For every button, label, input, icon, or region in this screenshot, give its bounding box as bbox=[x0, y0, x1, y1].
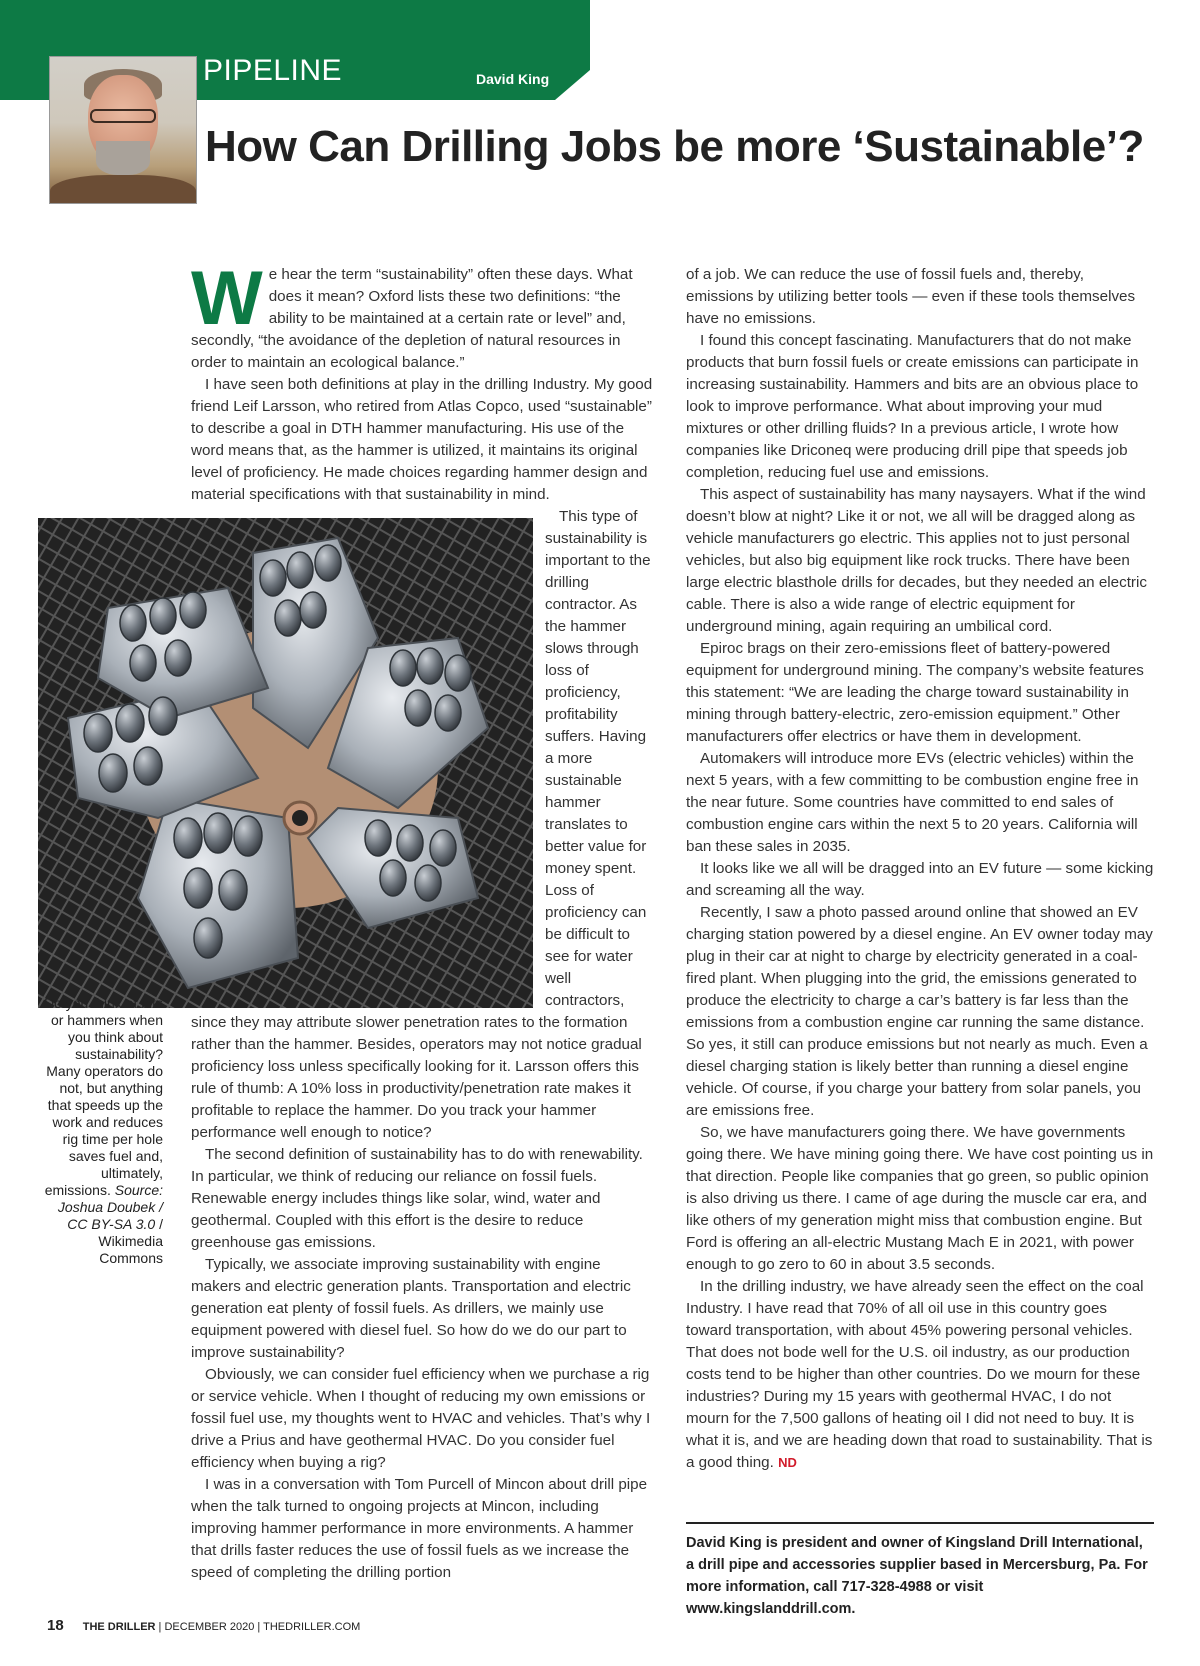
drill-bit-illustration bbox=[38, 518, 533, 1008]
paragraph: This type of sustainability is important to the drilling contractor. As the hammer slows through loss of proficiency, profitability suffers. Having a more sustainable hammer translates to better value for money spent. Loss of proficiency can be difficult to see for water well contractors, since they may attribute slower penetration rates to the formation rather than the hammer. Besides, operators may not notice gradual proficiency loss unless specifically looking for it. Larsson offers this rule of thumb: A 10% loss in productivity/penetration rate makes it profitable to replace the hammer. Do you track your hammer performance well enough to notice? bbox=[191, 508, 651, 1141]
paragraph: I was in a conversation with Tom Purcell of Mincon about drill pipe when the talk turned to ongoing projects at Mincon, including improving hammer performance in more environments. A hammer that drills faster reduces the use of fossil fuels as we increase the speed of completing the drilling portion bbox=[191, 1476, 648, 1581]
paragraph: This aspect of sustainability has many naysayers. What if the wind doesn’t blow at night? Like it or not, we all will be dragged along as vehicle manufacturers go electric. This applies not to just personal vehicles, but also big equipment like rock trucks. There have been large electric blasthole drills for decades, but they needed an electric cable. There is also a wide range of electric equipment for underground mining, again requiring an umbilical cord. bbox=[686, 486, 1147, 635]
drop-cap: W bbox=[191, 256, 263, 341]
paragraph: Automakers will introduce more EVs (electric vehicles) within the next 5 years, with a few committing to be combustion engine free in the near future. Some countries have committed to end sales of combustion engine cars within the next 5 to 20 years. California will ban these sales in 2035. bbox=[686, 750, 1139, 855]
caption-source: Source: Joshua Doubek / CC BY-SA 3.0 bbox=[57, 1182, 163, 1232]
paragraph: In the drilling industry, we have already seen the effect on the coal Industry. I have read that 70% of all oil use in this country goes toward transportation, with about 45% powering personal vehicles. That does not bode well for the U.S. oil industry, as our production costs tend to be higher than other countries. Do we mourn for these industries? During my 15 years with geothermal HVAC, I do not mourn for the 7,500 gallons of heating oil I did not need to buy. It is what it is, and we are heading down that road to sustainability. That is a good thing. bbox=[686, 1278, 1153, 1471]
paragraph-final bbox=[686, 1276, 1154, 1474]
page-footer bbox=[47, 1617, 360, 1634]
caption-text: Do you think of bits or hammers when you think about sustainability? Many operators do not, but anything that speeds up the work and reduces rig time per hole saves fuel and, ultimately, emissions. bbox=[43, 995, 163, 1198]
paragraph: e hear the term “sustainability” often these days. What does it mean? Oxford lists these two definitions: “the ability to be maintained at a certain rate or level” and, secondly, “the avoidance of the depletion of natural resources in order to maintain an ecological balance.” bbox=[191, 266, 633, 371]
author-bio: David King is president and owner of Kingsland Drill International, a drill pipe and accessories supplier based in Mercersburg, Pa. For more information, call 717-328-4988 or visit www.kingslanddrill.com. bbox=[686, 1535, 1148, 1617]
article-column-1 bbox=[191, 256, 654, 1584]
author-name: David King bbox=[476, 71, 550, 87]
issue-date: DECEMBER 2020 bbox=[164, 1621, 255, 1633]
paragraph: Obviously, we can consider fuel efficiency when we purchase a rig or service vehicle. When I thought of reducing my own emissions or fossil fuel use, my thoughts went to HVAC and vehicles. That’s why I drive a Prius and have geothermal HVAC. Do you consider fuel efficiency when buying a rig? bbox=[191, 1366, 651, 1471]
footer-separator: | bbox=[257, 1621, 264, 1633]
article-column-2 bbox=[686, 264, 1154, 1474]
paragraph: of a job. We can reduce the use of fossil fuels and, thereby, emissions by utilizing better tools — even if these tools themselves have no emissions. bbox=[686, 266, 1136, 327]
website: THEDRILLER.COM bbox=[263, 1621, 361, 1633]
end-mark: ND bbox=[778, 1455, 797, 1470]
drill-bit-photo bbox=[38, 518, 533, 1008]
paragraph: So, we have manufacturers going there. We have governments going there. We have mining going there. We have cost pointing us in that direction. People like companies that go green, so public opinion is also driving us there. I came of age during the muscle car era, and like others of my generation might miss that combustion engine. But Ford is offering an all-electric Mustang Mach E in 2021, with power enough to go zero to 60 in about 3.5 seconds. bbox=[686, 1124, 1154, 1273]
paragraph: Epiroc brags on their zero-emissions fleet of battery-powered equipment for underground mining. The company’s website features this statement: “We are leading the charge toward sustainability in mining through battery-electric, zero-emission equipment.” Other manufacturers offer electrics or have them in development. bbox=[686, 640, 1144, 745]
page-number: 18 bbox=[47, 1617, 64, 1634]
paragraph: I have seen both definitions at play in the drilling Industry. My good friend Leif Larsson, who retired from Atlas Copco, used “sustainable” to describe a goal in DTH hammer manufacturing. His use of the word means that, as the hammer is utilized, it maintains its original level of proficiency. He made choices regarding hammer design and material specifications with that sustainability in mind. bbox=[191, 376, 653, 503]
paragraph: Typically, we associate improving sustainability with engine makers and electric generation plants. Transportation and electric generation eat plenty of fossil fuels. As drillers, we mainly use equipment powered with diesel fuel. So how do we do our part to improve sustainability? bbox=[191, 1256, 631, 1361]
bio-divider bbox=[686, 1522, 1154, 1524]
caption-source-tail: / Wikimedia Commons bbox=[98, 1216, 163, 1266]
paragraph: It looks like we all will be dragged into an EV future — some kicking and screaming all the way. bbox=[686, 860, 1154, 899]
headline: How Can Drilling Jobs be more ‘Sustainable’? bbox=[205, 122, 1144, 171]
footer-separator: | bbox=[158, 1621, 165, 1633]
magazine-name: THE DRILLER bbox=[82, 1621, 156, 1633]
photo-caption bbox=[40, 995, 163, 1267]
paragraph: I found this concept fascinating. Manufacturers that do not make products that burn fossil fuels or create emissions can participate in increasing sustainability. Hammers and bits are an obvious place to look to improve performance. What about improving your mud mixtures or other drilling fluids? In a previous article, I wrote how companies like Driconeq were producing drill pipe that speeds job completion, reducing fuel use and emissions. bbox=[686, 332, 1139, 481]
paragraph-intro-2 bbox=[191, 374, 654, 506]
section-label: PIPELINE bbox=[203, 54, 343, 87]
paragraph: Recently, I saw a photo passed around online that showed an EV charging station powered by a diesel engine. An EV owner today may plug in their car at night to charge by electricity generated in a coal-fired plant. When plugging into the grid, the emissions generated to produce the electricity to charge a car’s battery is far less than the emissions from a combustion engine car running the same distance. So yes, it still can produce emissions but not nearly as much. Even a diesel charging station is likely better than running a diesel engine vehicle. Of course, if you charge your battery from solar panels, you are emissions free. bbox=[686, 904, 1153, 1119]
author-photo bbox=[49, 56, 197, 204]
paragraph: The second definition of sustainability has to do with renewability. In particular, we think of reducing our reliance on fossil fuels. Renewable energy includes things like solar, wind, water and geothermal. Coupled with this effort is the desire to reduce greenhouse gas emissions. bbox=[191, 1146, 643, 1251]
